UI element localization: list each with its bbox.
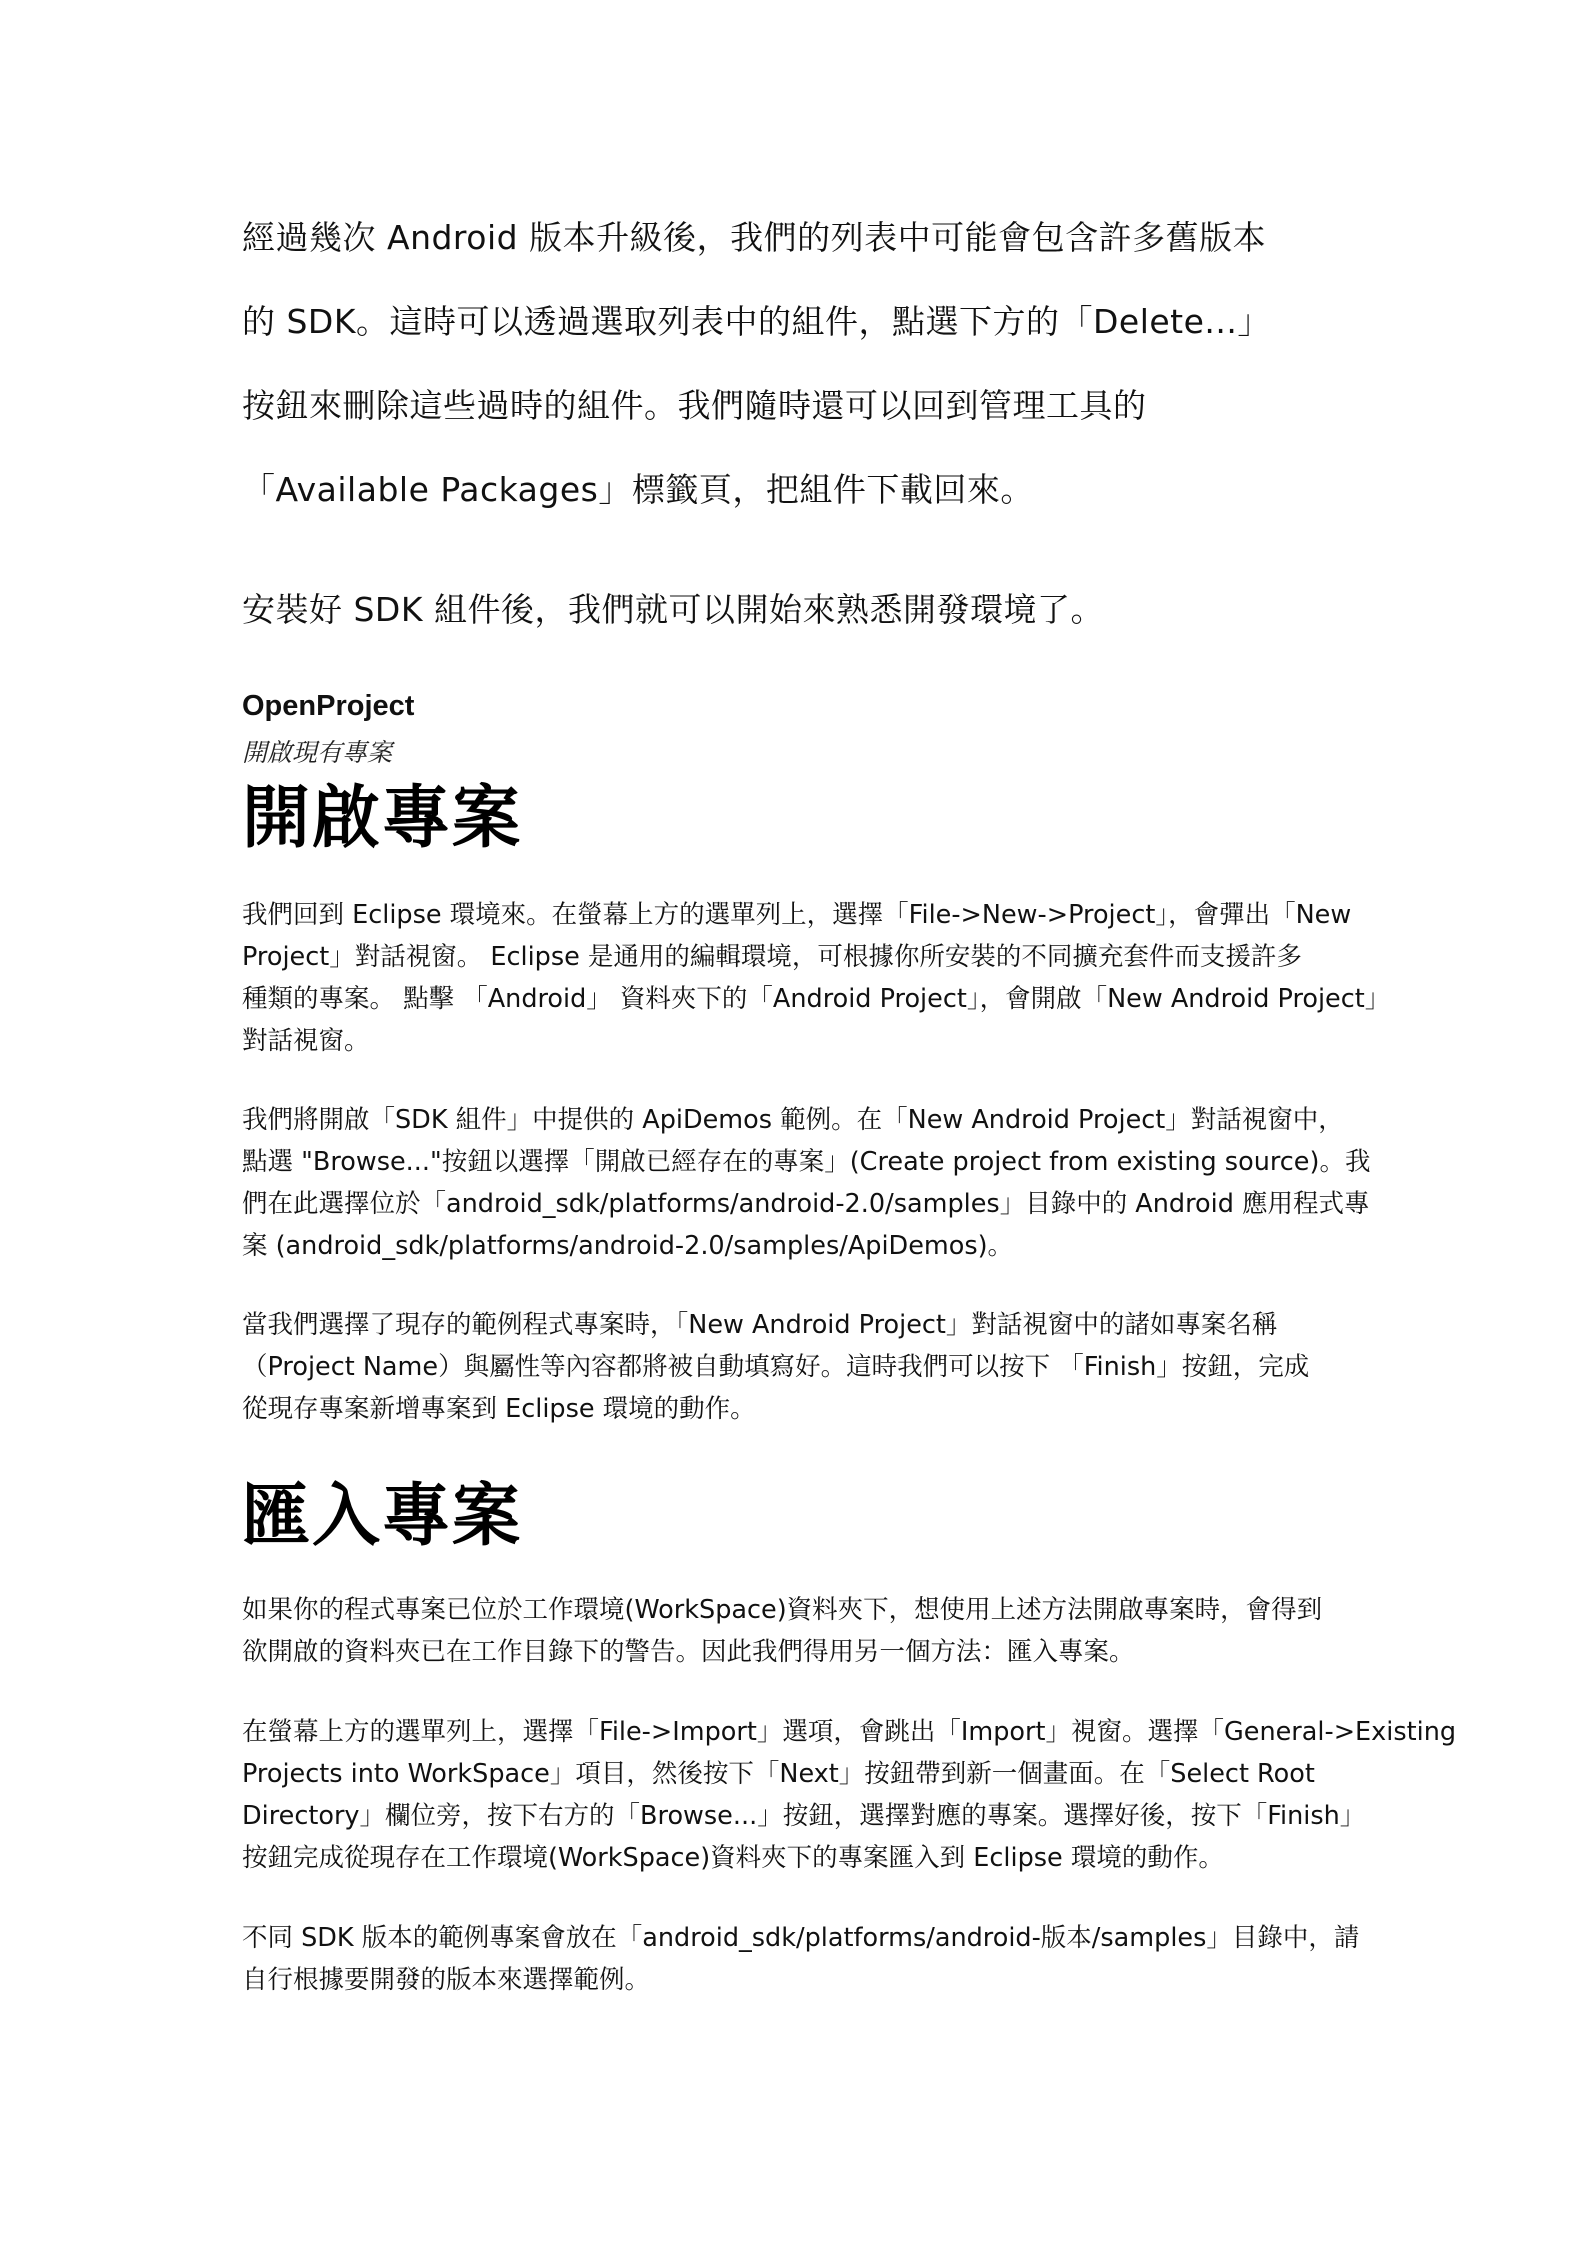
body-line: （Project Name）與屬性等內容都將被自動填寫好。這時我們可以按下 「Finish」按鈕，完成 [242, 1352, 1310, 1382]
intro-paragraph-2: 安裝好 SDK 組件後，我們就可以開始來熟悉開發環境了。 [242, 590, 1104, 629]
intro-paragraph-line: 經過幾次 Android 版本升級後，我們的列表中可能會包含許多舊版本 [242, 218, 1267, 257]
intro-paragraph-line: 「Available Packages」標籤頁，把組件下載回來。 [242, 470, 1034, 509]
body-line: 欲開啟的資料夾已在工作目錄下的警告。因此我們得用另一個方法：匯入專案。 [242, 1637, 1135, 1667]
body-line: Directory」欄位旁，按下右方的「Browse...」按鈕，選擇對應的專案。選擇好後，按下「Finish」 [242, 1801, 1366, 1831]
body-line: 當我們選擇了現存的範例程式專案時，「New Android Project」對話視窗中的諸如專案名稱 [242, 1310, 1278, 1340]
section-heading-import-project: 匯入專案 [242, 1477, 523, 1556]
body-line: 案 (android_sdk/platforms/android-2.0/samples/ApiDemos)。 [242, 1231, 1014, 1261]
body-line: 們在此選擇位於「android_sdk/platforms/android-2.0/samples」目錄中的 Android 應用程式專 [242, 1189, 1370, 1219]
body-line: 不同 SDK 版本的範例專案會放在「android_sdk/platforms/android-版本/samples」目錄中，請 [242, 1923, 1360, 1953]
section-heading-open-project: 開啟專案 [242, 779, 523, 858]
intro-paragraph-line: 按鈕來刪除這些過時的組件。我們隨時還可以回到管理工具的 [242, 386, 1147, 425]
intro-paragraph-line: 的 SDK。這時可以透過選取列表中的組件，點選下方的「Delete...」 [242, 302, 1271, 341]
body-line: Project」對話視窗。 Eclipse 是通用的編輯環境，可根據你所安裝的不同擴充套件而支援許多 [242, 942, 1302, 972]
body-line: 按鈕完成從現存在工作環境(WorkSpace)資料夾下的專案匯入到 Eclipse 環境的動作。 [242, 1843, 1224, 1873]
body-line: 在螢幕上方的選單列上，選擇「File->Import」選項，會跳出「Import」視窗。選擇「General->Existing [242, 1717, 1457, 1747]
body-line: 種類的專案。 點擊 「Android」 資料夾下的「Android Project」，會開啟「New Android Project」 [242, 984, 1391, 1014]
body-line: 點選 "Browse..."按鈕以選擇「開啟已經存在的專案」(Create project from existing source)。我 [242, 1147, 1371, 1177]
body-line: 我們將開啟「SDK 組件」中提供的 ApiDemos 範例。在「New Android Project」對話視窗中， [242, 1105, 1344, 1135]
body-line: 如果你的程式專案已位於工作環境(WorkSpace)資料夾下，想使用上述方法開啟專案時，會得到 [242, 1595, 1323, 1625]
body-line: 從現存專案新增專案到 Eclipse 環境的動作。 [242, 1394, 756, 1424]
body-line: Projects into WorkSpace」項目，然後按下「Next」按鈕帶到新一個畫面。在「Select Root [242, 1759, 1315, 1789]
section-subtitle: 開啟現有專案 [242, 738, 393, 767]
body-line: 我們回到 Eclipse 環境來。在螢幕上方的選單列上，選擇「File->New->Project」，會彈出「New [242, 900, 1352, 930]
section-label: OpenProject [242, 690, 415, 722]
body-line: 自行根據要開發的版本來選擇範例。 [242, 1965, 651, 1995]
body-line: 對話視窗。 [242, 1026, 370, 1056]
